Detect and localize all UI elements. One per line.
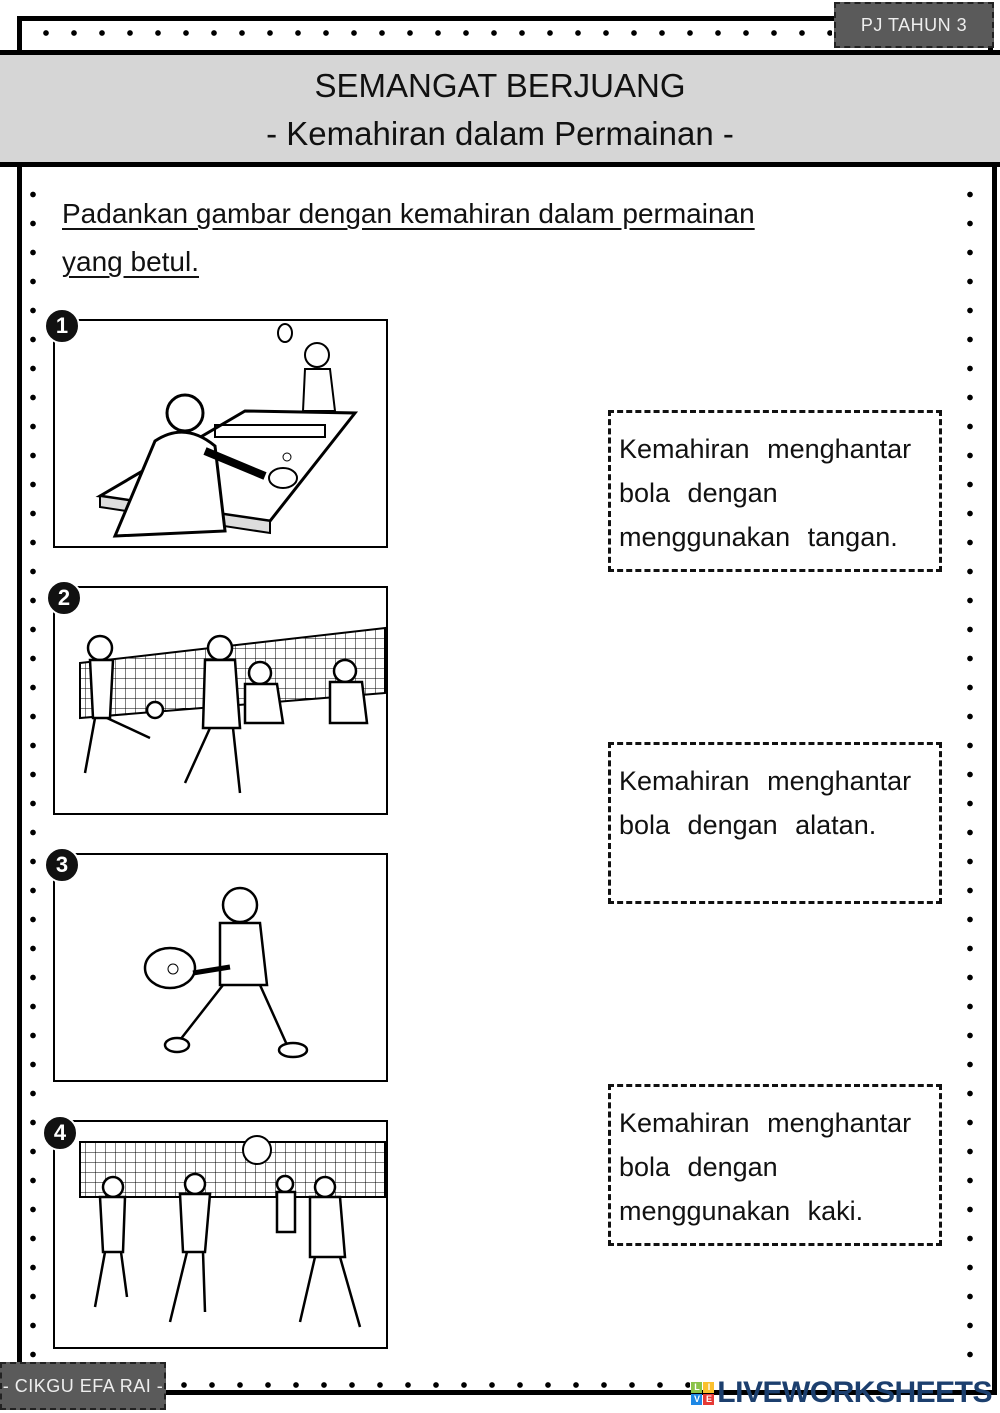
answer-box-foot[interactable]: Kemahiran menghantar bola dengan menggunakan kaki. <box>608 1084 942 1246</box>
dotted-border-left <box>30 180 36 1370</box>
liveworksheets-watermark <box>691 1376 992 1410</box>
sepak-takraw-illustration <box>55 588 386 813</box>
dotted-border-top <box>32 30 832 36</box>
number-badge: 1 <box>44 308 80 344</box>
number-badge: 4 <box>42 1115 78 1151</box>
instruction <box>62 190 755 286</box>
instruction-line: yang betul. <box>62 246 199 277</box>
volleyball-illustration <box>55 1122 386 1347</box>
liveworksheets-logo-icon: L I V E <box>691 1382 714 1405</box>
number-badge: 3 <box>44 847 80 883</box>
dotted-border-bottom <box>170 1382 690 1388</box>
answer-box-hand[interactable]: Kemahiran menghantar bola dengan menggunakan tangan. <box>608 410 942 572</box>
page-title: SEMANGAT BERJUANG <box>314 67 686 104</box>
picture-sepak-takraw[interactable] <box>53 586 388 815</box>
ping-pong-illustration <box>55 321 386 546</box>
answer-box-equipment[interactable]: Kemahiran menghantar bola dengan alatan. <box>608 742 942 904</box>
grade-badge: PJ TAHUN 3 <box>834 2 994 48</box>
header-band <box>0 50 1000 167</box>
dotted-border-right <box>967 180 973 1370</box>
instruction-line: Padankan gambar dengan kemahiran dalam permainan <box>62 198 755 229</box>
picture-ping-pong[interactable] <box>53 319 388 548</box>
number-badge: 2 <box>46 580 82 616</box>
watermark-text: LIVEWORKSHEETS <box>717 1376 992 1409</box>
picture-tennis[interactable] <box>53 853 388 1082</box>
page-subtitle: - Kemahiran dalam Permainan - <box>266 115 734 152</box>
author-badge: - CIKGU EFA RAI - <box>0 1362 166 1410</box>
picture-volleyball[interactable] <box>53 1120 388 1349</box>
tennis-illustration <box>55 855 386 1080</box>
